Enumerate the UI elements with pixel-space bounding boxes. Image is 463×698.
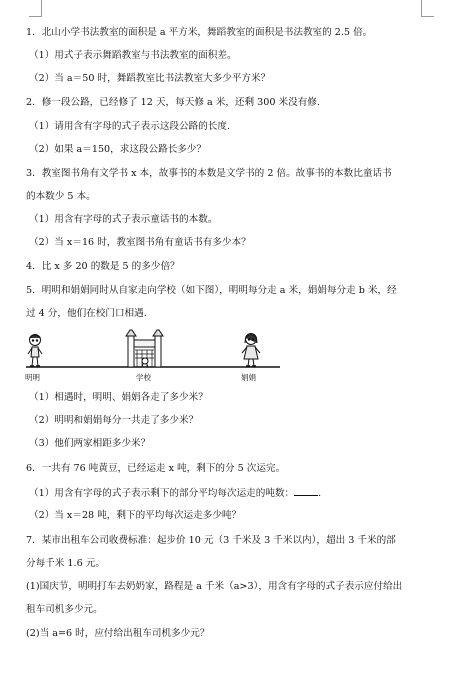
question-7-stem-line-1: 7．某市出租车公司收费标准：起步价 10 元（3 千米及 3 千米以内），超出 3 千米的部 — [26, 535, 396, 546]
route-diagram — [22, 326, 284, 372]
question-3-part-1: （1）用含有字母的式子表示童话书的本数。 — [29, 214, 218, 225]
question-2-part-2: （2）如果 a＝150，求这段公路长多少？ — [29, 144, 207, 155]
mingming-child-illustration — [28, 335, 42, 367]
question-1-stem: 1．北山小学书法教室的面积是 a 平方米，舞蹈教室的面积是书法教室的 2.5 倍。 — [26, 27, 373, 38]
question-4-stem: 4．比 x 多 20 的数是 5 的多少倍？ — [26, 261, 180, 272]
school-gate-illustration — [126, 330, 163, 367]
question-6-part-1-text: （1）用含有字母的式子表示剩下的部分平均每次运走的吨数： — [29, 488, 295, 499]
question-6-part-1-end: ． — [318, 488, 328, 499]
question-5-stem-line-2: 过 4 分，他们在校门口相遇. — [26, 308, 147, 319]
question-7-stem-line-2: 分每千米 1.6 元。 — [26, 558, 105, 569]
question-5-part-2: （2）明明和娟娟每分一共走了多少米？ — [29, 415, 199, 426]
juanjuan-child-illustration — [242, 334, 260, 367]
question-6-stem: 6．一共有 76 吨黄豆，已经运走 x 吨，剩下的分 5 次运完。 — [26, 463, 286, 474]
question-7-part-1-line-2: 租车司机多少元。 — [26, 604, 103, 615]
question-6-part-1 — [29, 486, 328, 500]
question-6-part-2: （2）当 x＝28 吨，剩下的平均每次运走多少吨？ — [29, 510, 242, 521]
page-corner-mark-left — [29, 0, 42, 17]
question-2-part-1: （1）请用含有字母的式子表示这段公路的长度. — [29, 121, 231, 132]
figure-label-school: 学校 — [136, 373, 151, 382]
question-5-part-1: （1）相遇时，明明、娟娟各走了多少米？ — [29, 392, 208, 403]
page-corner-mark-right — [421, 0, 434, 17]
question-5-part-3: （3）他们两家相距多少米？ — [29, 438, 151, 449]
figure-label-mingming: 明明 — [25, 373, 40, 382]
question-3-part-2: （2）当 x＝16 时，教室图书角有童话书有多少本？ — [29, 237, 251, 248]
question-1-part-1: （1）用式子表示舞蹈教室与书法教室的面积差。 — [29, 50, 237, 61]
question-1-part-2: （2）当 a＝50 时，舞蹈教室比书法教室大多少平方米？ — [29, 73, 271, 84]
question-5-stem-line-1: 5．明明和娟娟同时从自家走向学校（如下图），明明每分走 a 米，娟娟每分走 b 米，经 — [26, 285, 397, 296]
question-7-part-2: (2)当 a=6 时，应付给出租车司机多少元？ — [26, 628, 210, 639]
answer-blank[interactable] — [294, 486, 318, 496]
question-7-part-1-line-1: (1)国庆节，明明打车去奶奶家，路程是 a 千米（a>3），用含有字母的式子表示应付给出 — [26, 581, 403, 592]
question-2-stem: 2．修一段公路，已经修了 12 天，每天修 a 米，还剩 300 米没有修. — [26, 97, 320, 108]
question-3-stem-line-2: 的本数少 5 本。 — [26, 191, 96, 202]
question-3-stem-line-1: 3．教室图书角有文学书 x 本，故事书的本数是文学书的 2 倍。故事书的本数比童话书 — [26, 168, 392, 179]
question-5-figure — [22, 326, 284, 384]
figure-label-juanjuan: 娟娟 — [241, 373, 256, 382]
